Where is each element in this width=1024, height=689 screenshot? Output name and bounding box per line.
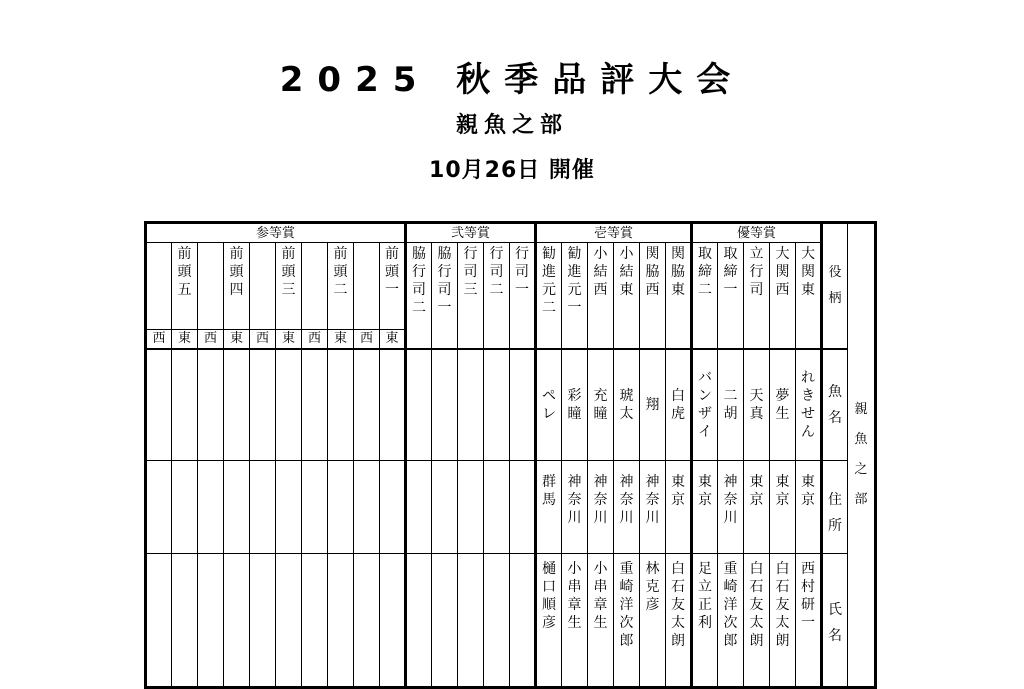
fish-name-cell [770, 349, 796, 461]
position-cell [744, 243, 770, 330]
fish-name: 夢生 [775, 388, 790, 422]
fish-name-cell [328, 349, 354, 461]
row-label-name [822, 554, 848, 688]
side-cell: 東 [380, 330, 406, 350]
fish-name: 二胡 [723, 388, 738, 422]
side-cell [484, 330, 510, 350]
address: 神奈川 [567, 474, 582, 526]
side-cell [562, 330, 588, 350]
fish-name-cell [380, 349, 406, 461]
position-label: 行司二 [489, 246, 504, 298]
side-cell [692, 330, 718, 350]
position-cell [588, 243, 614, 330]
fish-name-cell [718, 349, 744, 461]
position-cell [692, 243, 718, 330]
position-label: 行司一 [515, 246, 529, 298]
owner-name-cell [796, 554, 829, 688]
address-cell [640, 461, 666, 554]
side-cell: 西 [354, 330, 380, 350]
position-label: 取締二 [698, 246, 712, 298]
event-date: 10月26日 開催 [429, 158, 595, 183]
owner-name-cell [744, 554, 778, 688]
page-title: 2025 秋季品評大会 [279, 60, 745, 100]
position-cell [354, 243, 380, 330]
address-cell [588, 461, 614, 554]
address: 神奈川 [723, 474, 738, 526]
side-cell: 西 [198, 330, 224, 350]
address-cell [744, 461, 770, 554]
role-header-text: 役柄 [828, 265, 842, 306]
fish-name-cell [744, 349, 770, 461]
fish-name-cell [536, 349, 562, 461]
owner-name-cell [302, 554, 328, 688]
award-category-2: 弐等賞 [406, 223, 536, 243]
position-cell [328, 243, 354, 330]
owner-name: 林 克彦 [645, 561, 674, 613]
address-cell [302, 461, 328, 554]
address-cell [198, 461, 224, 554]
side-cell [640, 330, 666, 350]
fish-name-cell [614, 349, 640, 461]
side-cell: 西 [302, 330, 328, 350]
position-cell [510, 243, 536, 330]
row-label-text: 氏名 [828, 602, 842, 644]
section-label-text: 親魚之部 [854, 402, 868, 507]
position-cell [458, 243, 484, 330]
address: 東京 [749, 474, 764, 508]
address-cell [172, 461, 198, 554]
fish-name-cell [432, 349, 458, 461]
position-cell [302, 243, 328, 330]
fish-name-cell [250, 349, 276, 461]
position-cell [380, 243, 406, 330]
fish-name-cell [172, 349, 198, 461]
address: 東京 [671, 474, 685, 508]
award-category-1: 参等賞 [146, 223, 406, 243]
position-cell [250, 243, 276, 330]
side-cell [588, 330, 614, 350]
fish-name: れきせん [801, 370, 815, 440]
fish-name-cell [510, 349, 536, 461]
position-label: 立行司 [749, 246, 764, 298]
address-cell [484, 461, 510, 554]
owner-name-cell [224, 554, 250, 688]
fish-name: ペレ [542, 388, 556, 422]
fish-name-cell [354, 349, 380, 461]
fish-name-cell [666, 349, 692, 461]
position-label: 小結西 [593, 246, 608, 298]
address-cell [770, 461, 796, 554]
side-cell [406, 330, 432, 350]
address-cell [614, 461, 640, 554]
position-label: 勧進元二 [542, 246, 556, 316]
fish-name-cell [796, 349, 822, 461]
award-category-4: 優等賞 [692, 223, 822, 243]
position-cell [718, 243, 744, 330]
fish-name-cell [198, 349, 224, 461]
side-cell [796, 330, 822, 350]
row-label-fish [822, 349, 848, 461]
fish-name-cell [224, 349, 250, 461]
side-cell [536, 330, 562, 350]
side-cell [614, 330, 640, 350]
fish-name: バンザイ [698, 370, 712, 440]
owner-name: 白石 友太朗 [775, 561, 804, 649]
owner-name-cell [276, 554, 302, 688]
award-category-3: 壱等賞 [536, 223, 692, 243]
address-cell [692, 461, 718, 554]
address-cell [250, 461, 276, 554]
side-cell: 東 [328, 330, 354, 350]
position-cell [666, 243, 692, 330]
owner-name-cell [770, 554, 804, 688]
fish-name-row [146, 349, 876, 461]
owner-name-cell [380, 554, 406, 688]
side-cell: 西 [250, 330, 276, 350]
owner-name-cell [536, 554, 570, 688]
position-cell [796, 243, 822, 330]
address-cell [276, 461, 302, 554]
owner-name-cell [640, 554, 674, 688]
role-header [822, 223, 848, 350]
address-row [146, 461, 876, 554]
position-label: 前頭三 [281, 246, 296, 298]
side-cell [770, 330, 796, 350]
address-cell [354, 461, 380, 554]
fish-name-cell [588, 349, 614, 461]
position-label: 前頭四 [229, 246, 244, 298]
owner-name-cell [692, 554, 726, 688]
position-label: 前頭二 [333, 246, 348, 298]
owner-name: 重崎 洋次郎 [619, 561, 648, 649]
fish-name-cell [484, 349, 510, 461]
position-row [146, 243, 876, 330]
position-label: 関脇東 [671, 246, 685, 298]
owner-name-cell [432, 554, 458, 688]
row-label-address [822, 461, 848, 554]
owner-name-cell [510, 554, 536, 688]
owner-name-cell [198, 554, 224, 688]
owner-name-cell [718, 554, 752, 688]
owner-name: 白石 友太朗 [749, 561, 778, 649]
fish-name: 天真 [749, 388, 764, 422]
owner-name-cell [406, 554, 432, 688]
address: 神奈川 [645, 474, 660, 526]
owner-name-cell [328, 554, 354, 688]
address-cell [718, 461, 744, 554]
fish-name-cell [692, 349, 718, 461]
owner-name-cell [562, 554, 596, 688]
page-subtitle: 親魚之部 [455, 113, 568, 138]
address-cell [224, 461, 250, 554]
position-cell [614, 243, 640, 330]
fish-name-cell [640, 349, 666, 461]
fish-name-cell [146, 349, 172, 461]
position-label: 取締一 [723, 246, 738, 298]
position-cell [224, 243, 250, 330]
position-label: 脇行司二 [412, 246, 426, 316]
owner-name-cell [250, 554, 276, 688]
position-cell [406, 243, 432, 330]
address: 群馬 [542, 474, 556, 508]
owner-name-cell [614, 554, 648, 688]
address-cell [536, 461, 562, 554]
fish-name-cell [406, 349, 432, 461]
fish-name-cell [302, 349, 328, 461]
address-cell [328, 461, 354, 554]
owner-name: 足立 正利 [698, 561, 726, 631]
side-cell [744, 330, 770, 350]
owner-name-cell [588, 554, 622, 688]
address-cell [666, 461, 692, 554]
address-cell [458, 461, 484, 554]
owner-name-cell [172, 554, 198, 688]
position-label: 大関西 [775, 246, 790, 298]
position-label: 行司三 [463, 246, 478, 298]
position-cell [770, 243, 796, 330]
side-cell: 東 [224, 330, 250, 350]
fish-name: 充瞳 [593, 388, 608, 422]
position-label: 大関東 [801, 246, 815, 298]
address: 東京 [801, 474, 815, 508]
position-cell [562, 243, 588, 330]
address: 神奈川 [619, 474, 634, 526]
position-label: 脇行司一 [437, 246, 452, 316]
address-cell [406, 461, 432, 554]
side-cell [666, 330, 692, 350]
row-label-text: 魚名 [828, 384, 842, 426]
owner-name-row [146, 554, 876, 688]
address: 東京 [775, 474, 790, 508]
owner-name: 西村 研一 [801, 561, 829, 631]
position-cell [484, 243, 510, 330]
position-cell [640, 243, 666, 330]
side-cell: 東 [276, 330, 302, 350]
owner-name: 白石 友太朗 [671, 561, 699, 649]
address-cell [562, 461, 588, 554]
address-cell [380, 461, 406, 554]
fish-name: 白虎 [671, 388, 685, 422]
fish-name: 琥太 [619, 388, 634, 422]
side-cell: 東 [172, 330, 198, 350]
side-cell [510, 330, 536, 350]
address-cell [796, 461, 822, 554]
fish-name-cell [458, 349, 484, 461]
fish-name-cell [562, 349, 588, 461]
side-row [146, 330, 876, 350]
side-cell [458, 330, 484, 350]
position-cell [276, 243, 302, 330]
position-cell [172, 243, 198, 330]
side-cell [718, 330, 744, 350]
fish-name: 翔 [645, 397, 660, 413]
side-cell: 西 [146, 330, 172, 350]
position-cell [536, 243, 562, 330]
owner-name-cell [666, 554, 699, 688]
address-cell [510, 461, 536, 554]
owner-name-cell [458, 554, 484, 688]
position-label: 関脇西 [645, 246, 660, 298]
owner-name: 小串 章生 [593, 561, 622, 631]
position-label: 勧進元一 [567, 246, 582, 316]
address: 神奈川 [593, 474, 608, 526]
section-label [848, 223, 876, 688]
position-label: 小結東 [619, 246, 634, 298]
owner-name-cell [146, 554, 172, 688]
fish-name-cell [276, 349, 302, 461]
results-table [144, 221, 877, 689]
position-cell [432, 243, 458, 330]
side-cell [432, 330, 458, 350]
fish-name: 彩瞳 [567, 388, 582, 422]
award-category-row [146, 223, 876, 243]
address-cell [146, 461, 172, 554]
address-cell [432, 461, 458, 554]
position-label: 前頭一 [385, 246, 399, 298]
owner-name: 小串 章生 [567, 561, 596, 631]
position-cell [198, 243, 224, 330]
owner-name-cell [354, 554, 380, 688]
owner-name-cell [484, 554, 510, 688]
position-label: 前頭五 [177, 246, 192, 298]
owner-name: 重崎 洋次郎 [723, 561, 752, 649]
row-label-text: 住所 [828, 492, 842, 534]
position-cell [146, 243, 172, 330]
address: 東京 [698, 474, 712, 508]
owner-name: 樋口 順彦 [542, 561, 570, 631]
